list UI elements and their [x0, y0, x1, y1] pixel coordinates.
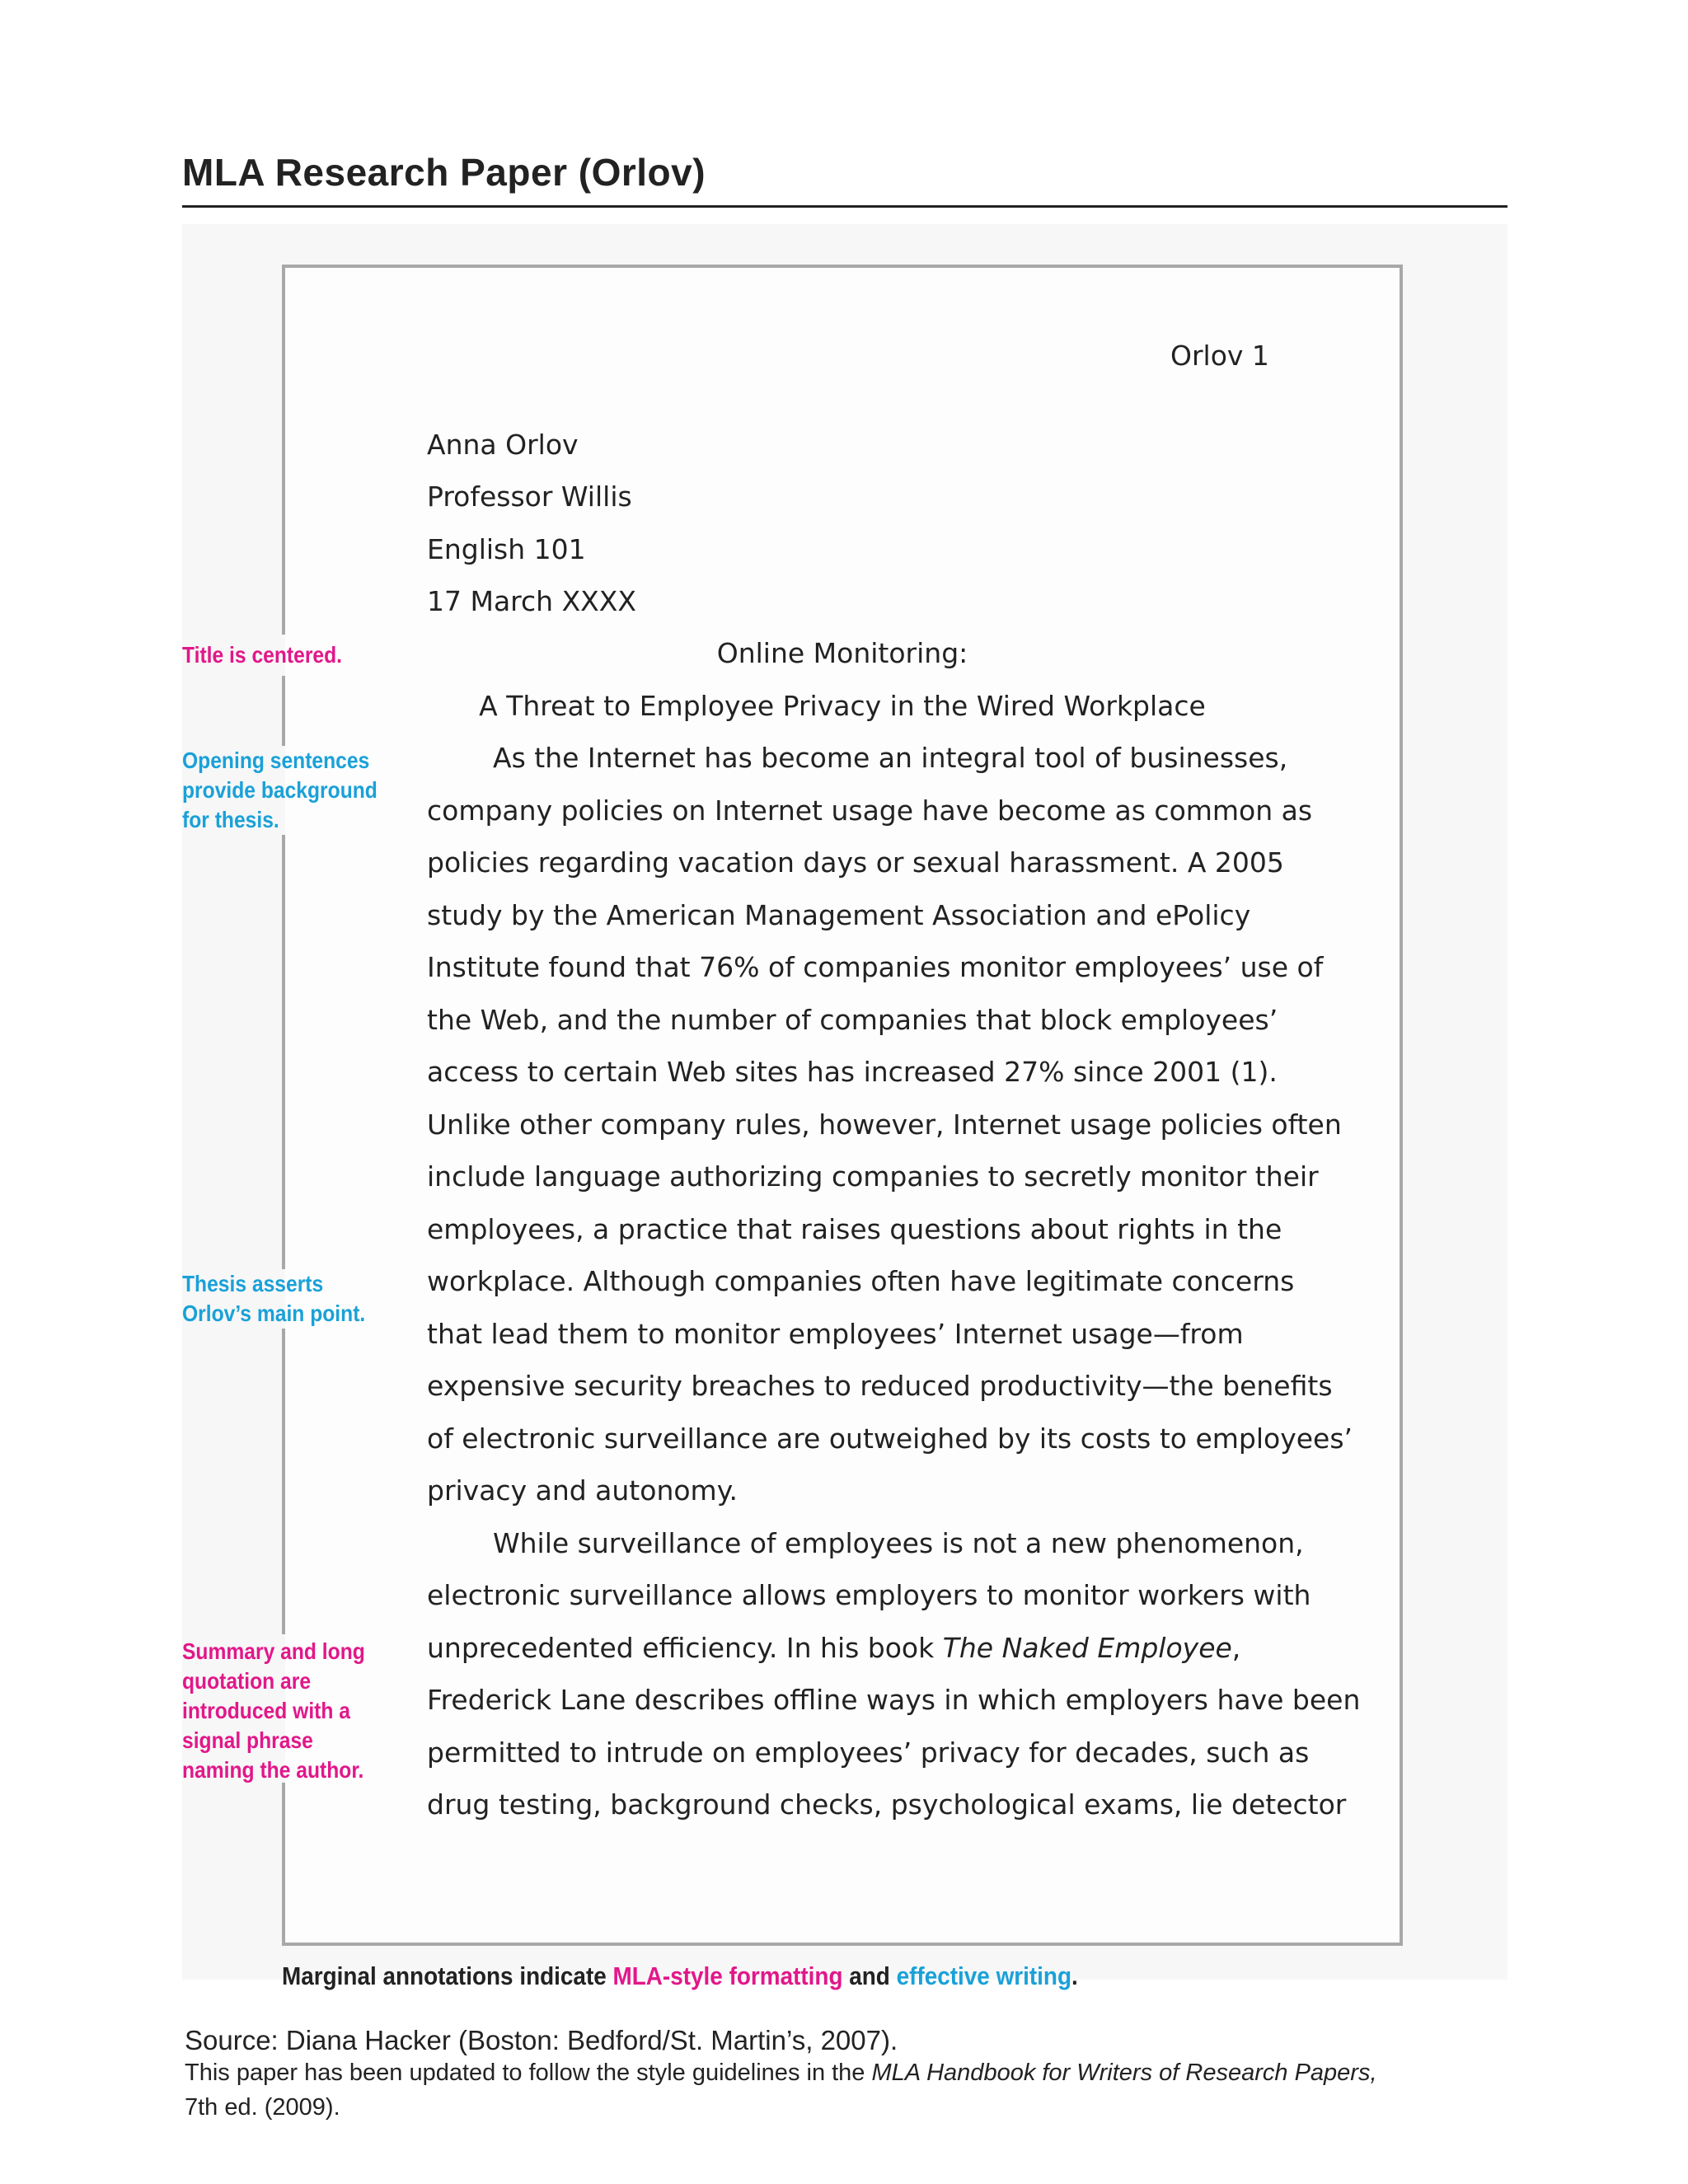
page-title: MLA Research Paper (Orlov) — [182, 151, 706, 194]
body-text: unprecedented efficiency. In his book — [427, 1632, 943, 1664]
body-line — [427, 1632, 1240, 1664]
body-line: include language authorizing companies to secretly monitor their — [427, 1160, 1319, 1193]
book-title: The Naked Employee — [942, 1632, 1232, 1664]
body-line: access to certain Web sites has increased 27% since 2001 (1). — [427, 1056, 1278, 1088]
heading-author: Anna Orlov — [427, 429, 579, 461]
heading-course: English 101 — [427, 533, 586, 565]
body-line: expensive security breaches to reduced productivity—the benefits — [427, 1370, 1333, 1402]
source-credit: Source: Diana Hacker (Boston: Bedford/St. Martin’s, 2007). — [185, 2025, 898, 2055]
body-line: Institute found that 76% of companies monitor employees’ use of — [427, 951, 1324, 983]
legend-effective-writing: effective writing — [896, 1961, 1072, 1990]
heading-instructor: Professor Willis — [427, 480, 632, 513]
handbook-title: MLA Handbook for Writers of Research Papers, — [871, 2060, 1377, 2086]
body-line: electronic surveillance allows employers to monitor workers with — [427, 1579, 1311, 1611]
body-line: that lead them to monitor employees’ Internet usage—from — [427, 1318, 1244, 1350]
body-line: workplace. Although companies often have legitimate concerns — [427, 1265, 1295, 1297]
paper-title-line2: A Threat to Employee Privacy in the Wired Workplace — [479, 690, 1206, 722]
annotation-thesis: Thesis asserts Orlov’s main point. — [182, 1271, 366, 1326]
body-line: As the Internet has become an integral tool of businesses, — [493, 742, 1288, 774]
body-line: employees, a practice that raises questions about rights in the — [427, 1213, 1282, 1245]
title-rule — [182, 205, 1507, 208]
running-head: Orlov 1 — [1170, 340, 1269, 372]
update-note: This paper has been updated to follow the style guidelines in the MLA Handbook for Writers of Research Papers, — [185, 2060, 1377, 2086]
body-line: While surveillance of employees is not a new phenomenon, — [493, 1527, 1304, 1559]
heading-date: 17 March XXXX — [427, 585, 636, 617]
body-line: drug testing, background checks, psychological exams, lie detector — [427, 1788, 1347, 1821]
body-line: of electronic surveillance are outweighed by its costs to employees’ — [427, 1422, 1353, 1455]
annotation-legend: Marginal annotations indicate MLA-style formatting and effective writing. — [282, 1961, 1078, 1990]
body-line: Frederick Lane describes offline ways in which employers have been — [427, 1684, 1361, 1716]
body-line: study by the American Management Association and ePolicy — [427, 899, 1251, 931]
body-line: permitted to intrude on employees’ privacy for decades, such as — [427, 1736, 1310, 1769]
annotation-opening: Opening sentences provide background for thesis. — [182, 748, 377, 832]
update-note-edition: 7th ed. (2009). — [185, 2094, 340, 2121]
paper-title-line1: Online Monitoring: — [716, 637, 968, 669]
annotation-title-centered: Title is centered. — [182, 642, 343, 668]
body-line: company policies on Internet usage have become as common as — [427, 794, 1313, 827]
legend-mla-formatting: MLA-style formatting — [612, 1961, 843, 1990]
body-line: policies regarding vacation days or sexual harassment. A 2005 — [427, 846, 1284, 879]
body-line: Unlike other company rules, however, Internet usage policies often — [427, 1108, 1342, 1141]
body-line: privacy and autonomy. — [427, 1474, 738, 1507]
body-line: the Web, and the number of companies that block employees’ — [427, 1004, 1278, 1036]
annotation-summary: Summary and long quotation are introduced with a signal phrase naming the author. — [182, 1638, 365, 1783]
body-text: , — [1231, 1632, 1241, 1664]
